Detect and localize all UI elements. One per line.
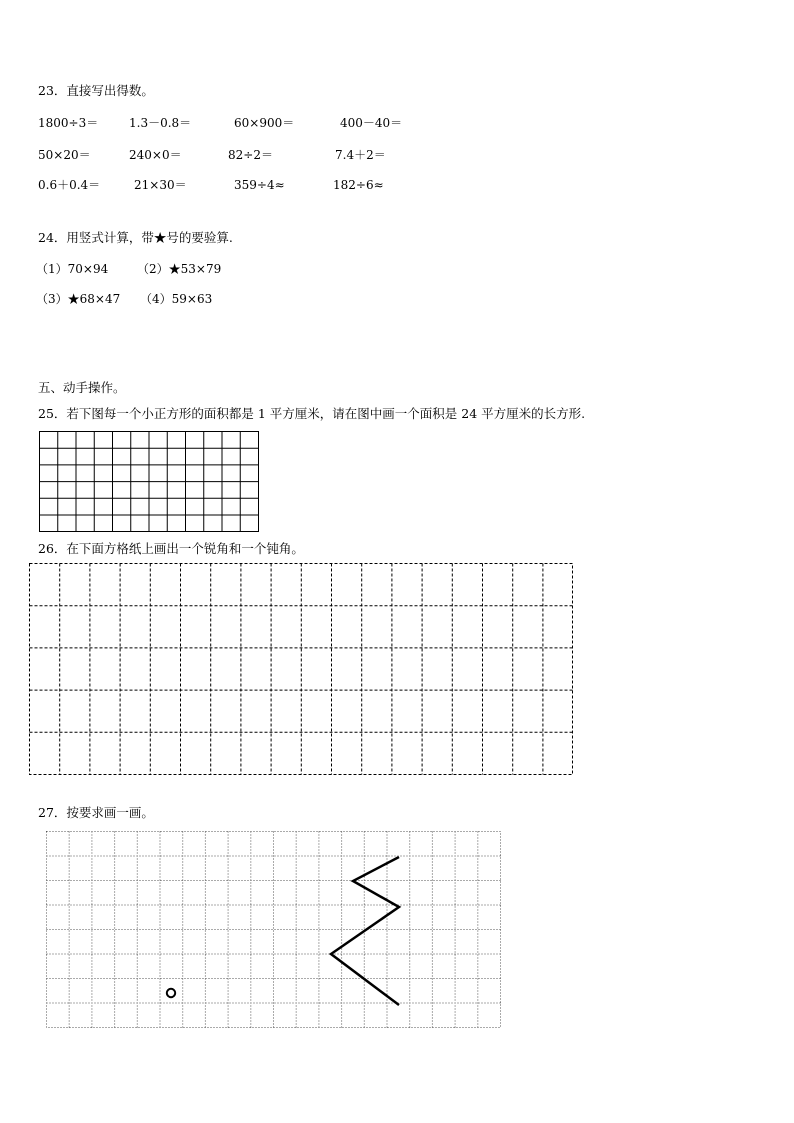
q24-item-3: （3）★68×47 (36, 292, 121, 306)
q26-title: 26．在下面方格纸上画出一个锐角和一个钝角。 (38, 541, 304, 556)
q27-dotted-grid (45, 830, 503, 1031)
q24-title: 24．用竖式计算，带★号的要验算. (38, 230, 233, 245)
q23-item-3-3: 359÷4≈ (234, 178, 285, 192)
q23-item-2-3: 82÷2＝ (228, 148, 273, 162)
q24-item-2: （2）★53×79 (137, 262, 222, 276)
q23-item-2-4: 7.4＋2＝ (335, 148, 386, 162)
q23-item-3-2: 21×30＝ (134, 178, 187, 192)
q23-item-2-1: 50×20＝ (38, 148, 91, 162)
q23-item-1-4: 400－40＝ (340, 116, 403, 130)
q24-item-4: （4）59×63 (140, 292, 213, 306)
q25-square-grid (39, 431, 261, 535)
q26-dashed-grid (29, 563, 575, 777)
q23-item-1-1: 1800÷3＝ (38, 116, 99, 130)
q23-item-1-2: 1.3－0.8＝ (129, 116, 192, 130)
q23-item-3-4: 182÷6≈ (333, 178, 384, 192)
q24-item-1: （1）70×94 (36, 262, 109, 276)
q23-title: 23．直接写出得数。 (38, 83, 154, 98)
center-point-circle (167, 989, 175, 997)
section-5-title: 五、动手操作。 (38, 380, 126, 395)
q23-item-2-2: 240×0＝ (129, 148, 182, 162)
q23-item-1-3: 60×900＝ (234, 116, 295, 130)
q23-item-3-1: 0.6＋0.4＝ (38, 178, 101, 192)
q25-title: 25．若下图每一个小正方形的面积都是 1 平方厘米，请在图中画一个面积是 24 平方厘米的长方形. (38, 406, 586, 421)
q27-title: 27．按要求画一画。 (38, 805, 154, 820)
